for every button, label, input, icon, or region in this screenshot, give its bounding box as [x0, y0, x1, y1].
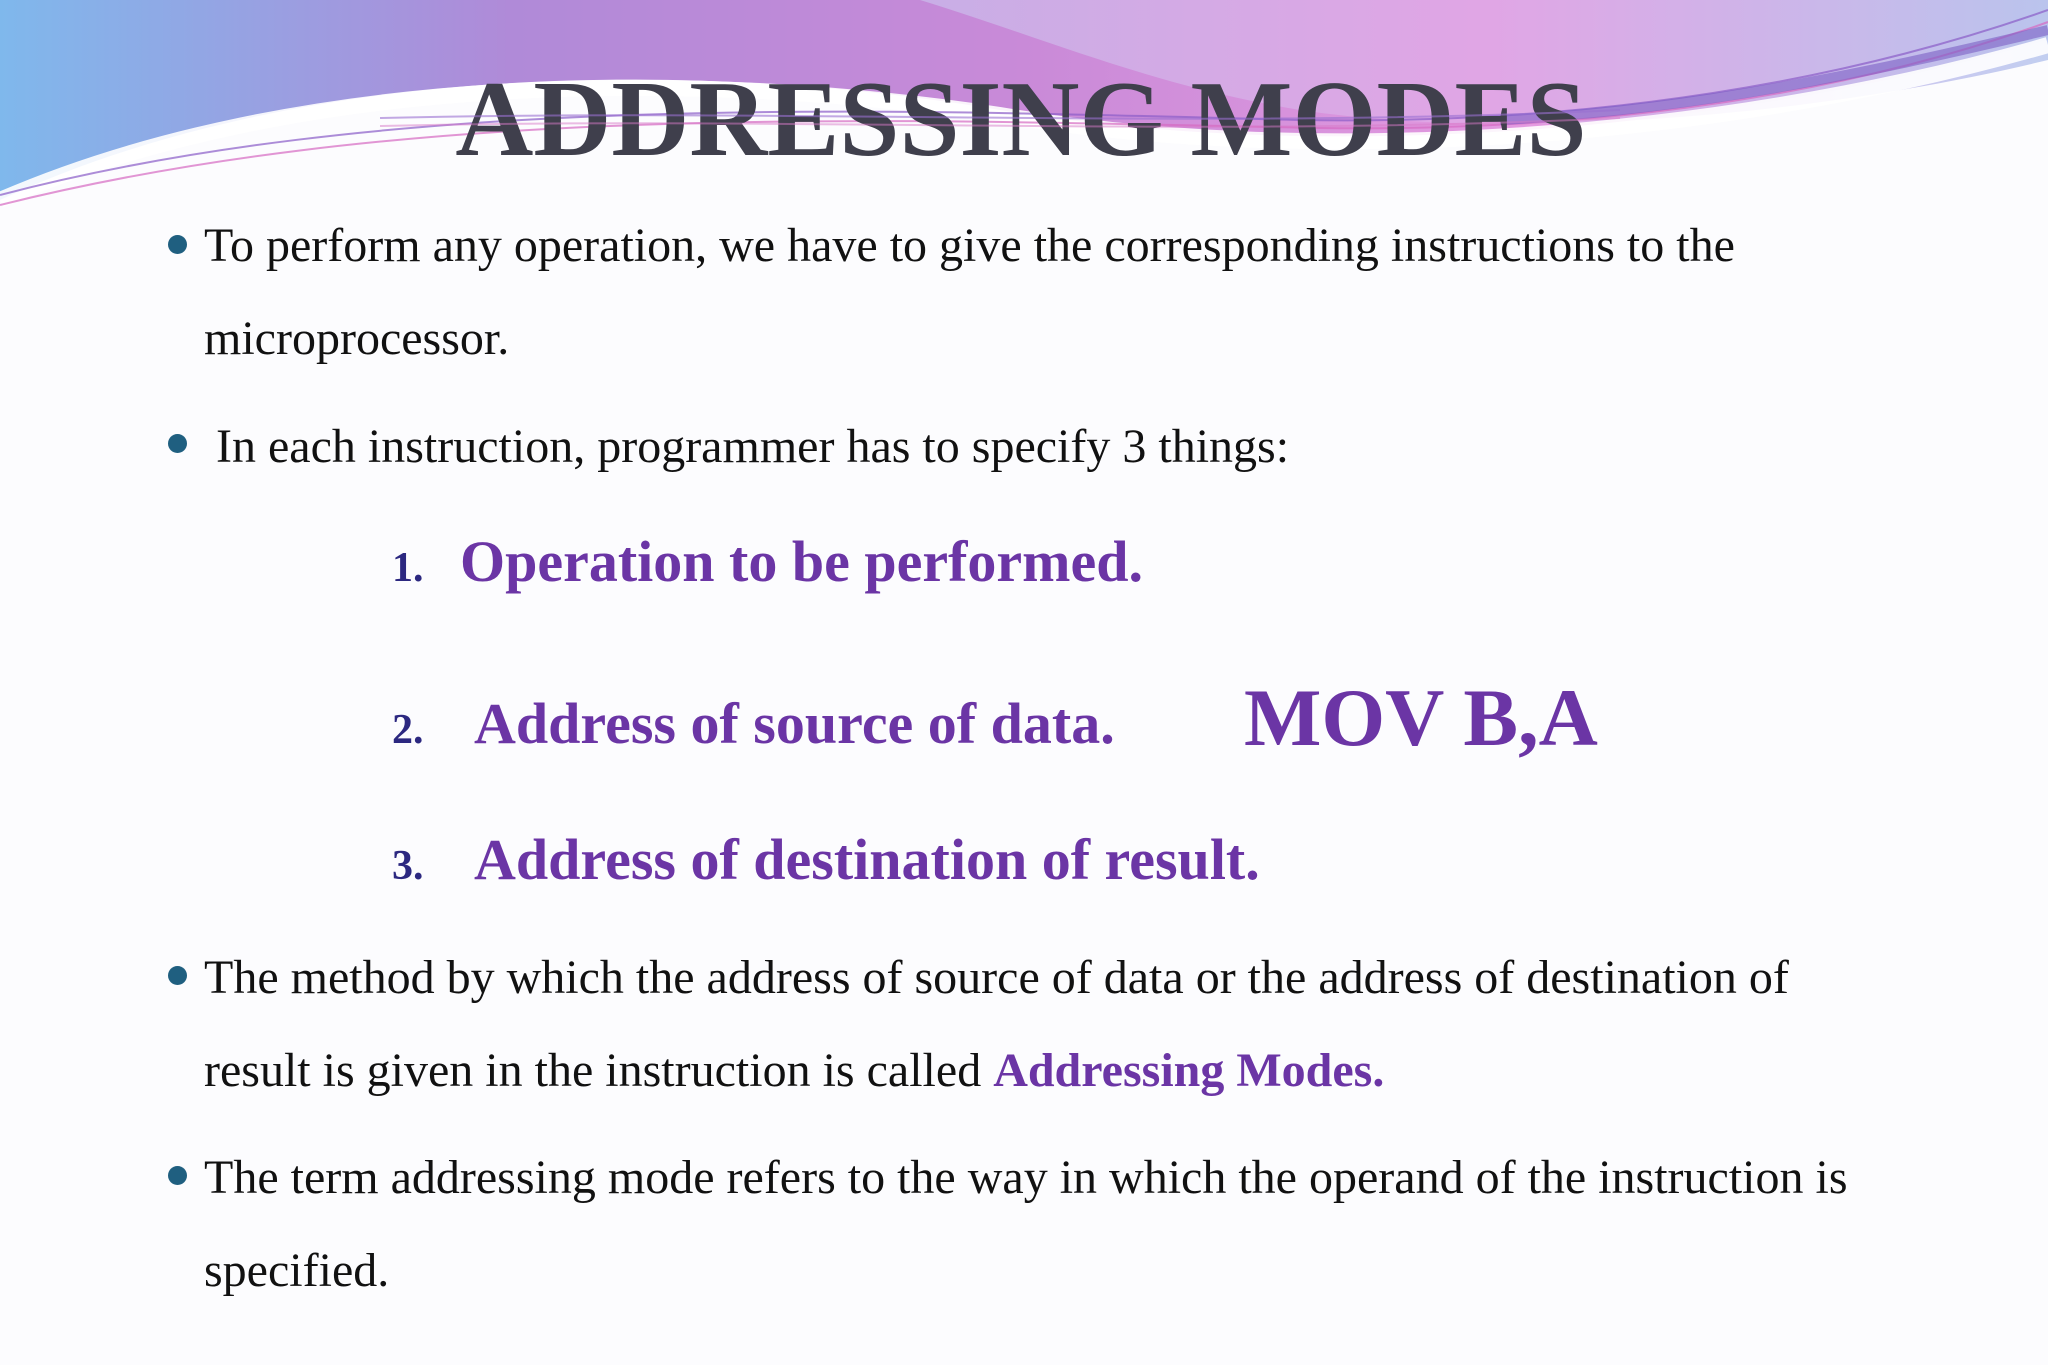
bullet-2: In each instruction, programmer has to specify 3 things: [216, 420, 1290, 473]
addressing-modes-highlight: Addressing Modes. [993, 1044, 1385, 1097]
item-text: Operation to be performed. [460, 529, 1143, 594]
bullet-dot [168, 434, 187, 453]
bullet-1: To perform any operation, we have to give the corresponding instructions to the microprocessor. [204, 219, 1735, 365]
bullet-dot [168, 966, 187, 985]
bullet-dot [168, 1166, 187, 1185]
bullet-4: The term addressing mode refers to the way in which the operand of the instruction is specified. [204, 1151, 1848, 1297]
numbered-item-3 [392, 826, 1260, 893]
item-number: 2. [392, 707, 424, 753]
item-text: Address of destination of result. [474, 827, 1260, 892]
numbered-item-2 [392, 690, 1115, 757]
bullet-dot [168, 235, 187, 254]
item-number: 1. [392, 545, 424, 591]
numbered-item-1 [392, 528, 1143, 595]
instruction-example: MOV B,A [1244, 672, 1598, 763]
slide-title: ADDRESSING MODES [455, 60, 1587, 179]
bullet-3 [204, 931, 1904, 1117]
bullet-text: The method by which the address of source of data or the address of destination of result is given in the instruction is called [204, 951, 1789, 1097]
item-text: Address of source of data. [474, 691, 1115, 756]
item-number: 3. [392, 843, 424, 889]
